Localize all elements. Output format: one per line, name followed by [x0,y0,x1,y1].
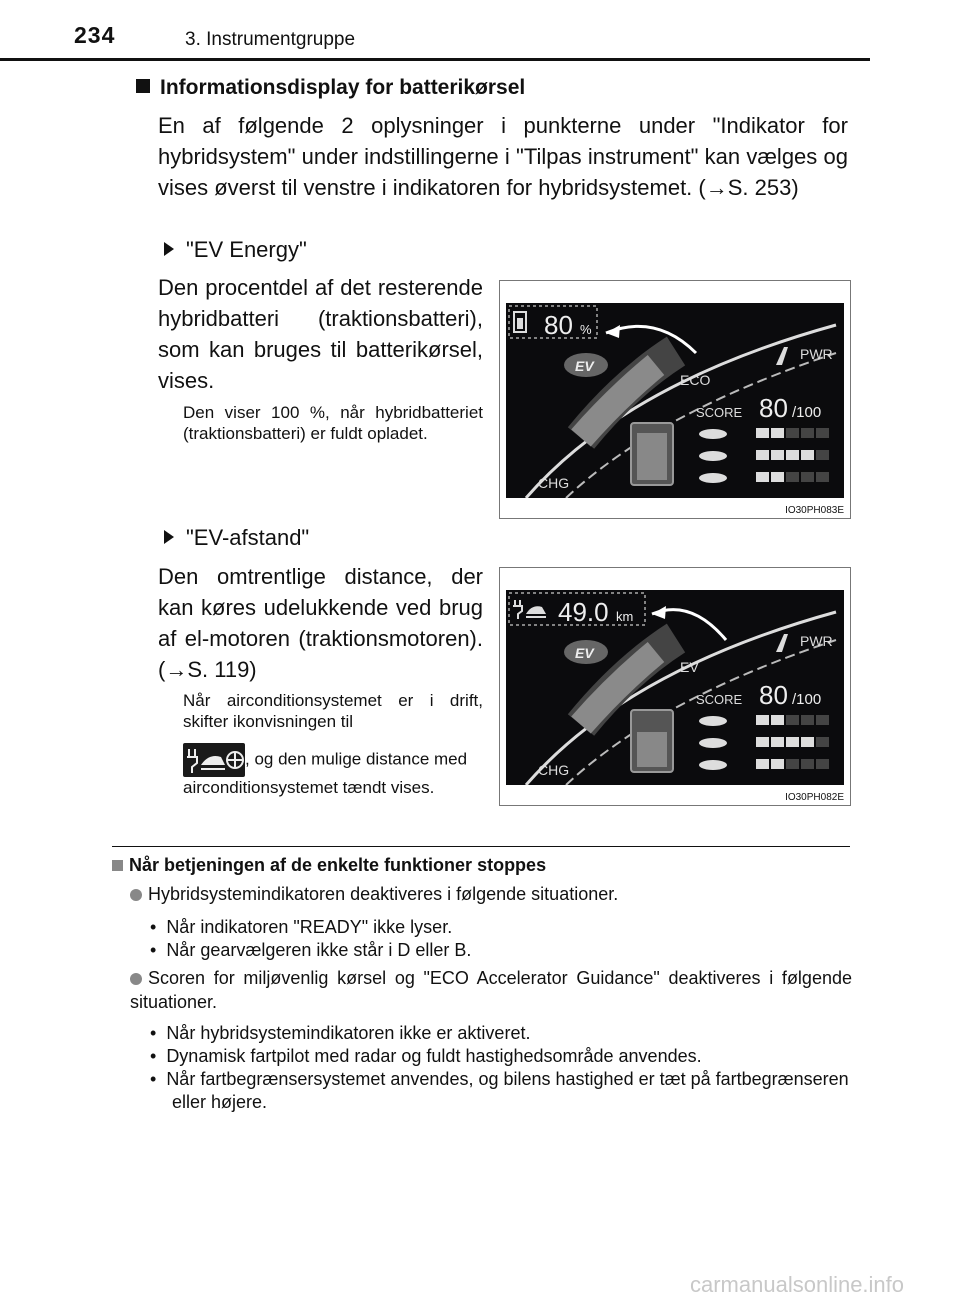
chg-label: CHG [538,762,570,778]
readout-unit: km [616,609,634,624]
pwr-label: PWR [800,633,833,649]
page-number: 234 [74,22,116,48]
ev-range-body: Den omtrentlige distance, der kan køres udelukkende ved brug af el-motoren (traktionsmotoren). (→S. 119) [158,564,483,682]
score-value: 80 [759,393,788,423]
section2-item1-bullets [150,916,850,962]
pwr-label: PWR [800,346,833,362]
list-item: • Når gearvælgeren ikke står i D eller B. [150,940,472,960]
square-bullet-icon [112,860,123,871]
figure-code: IO30PH083E [785,505,844,516]
triangle-bullet-icon [164,242,174,256]
circle-bullet-icon [130,973,142,985]
readout-value: 80 [544,310,573,340]
score-label: SCORE [696,692,743,707]
ev-badge-text: EV [575,645,594,661]
section2-item2: Scoren for miljøvenlig kørsel og "ECO Accelerator Guidance" deaktiveres i følgende situationer. [130,968,852,1012]
readout-unit: % [580,322,592,337]
ev-range-heading: "EV-afstand" [164,522,309,553]
score-max: /100 [792,404,822,421]
ac-range-icon [183,743,245,777]
triangle-bullet-icon [164,530,174,544]
hybrid-indicator-screen [506,303,844,498]
ev-badge-text: EV [575,358,594,374]
ev-energy-note: Den viser 100 %, når hybridbatteriet (traktionsbatteri) er fuldt opladet. [183,403,483,443]
section-divider [112,846,850,847]
watermark: carmanualsonline.info [690,1272,905,1297]
ev-range-note-a: Når airconditionsystemet er i drift, skifter ikonvisningen til [183,691,483,731]
list-item: • Når indikatoren "READY" ikke lyser. [150,917,453,937]
section2-item1: Hybridsystemindikatoren deaktiveres i følgende situationer. [130,882,850,906]
figure-ev-range [499,567,851,806]
ev-energy-heading: "EV Energy" [164,234,307,265]
chg-label: CHG [538,475,570,491]
list-item: • Dynamisk fartpilot med radar og fuldt hastighedsområde anvendes. [150,1046,702,1066]
score-value: 80 [759,680,788,710]
figure-ev-energy [499,280,851,519]
zone-label: ECO [680,372,711,388]
readout-value: 49.0 [558,597,609,627]
hybrid-indicator-graphic [506,590,844,785]
intro-paragraph: En af følgende 2 oplysninger i punkterne under "Indikator for hybridsystem" under indstillingerne i "Tilpas instrument" kan vælges og vises øverst til venstre i indikatoren for hybridsystemet. (→S. 253) [158,113,848,200]
section-title: Informationsdisplay for batterikørsel [136,76,525,100]
chapter-title: 3. Instrumentgruppe [185,29,356,50]
figure-code: IO30PH082E [785,792,844,803]
ev-range-note-b: , og den mulige distance med airconditionsystemet tændt vises. [183,743,483,798]
hybrid-indicator-graphic [506,303,844,498]
ev-energy-body: Den procentdel af det resterende hybridbatteri (traktionsbatteri), som kan bruges til batterikørsel, vises. [158,275,483,393]
zone-label: EV [680,659,699,675]
list-item: • Når fartbegrænsersystemet anvendes, og bilens hastighed er tæt på fartbegrænseren eller højere. [150,1069,849,1112]
section2-item2-bullets [150,1022,850,1114]
hybrid-indicator-screen [506,590,844,785]
square-bullet-icon [136,79,150,93]
score-max: /100 [792,691,822,708]
circle-bullet-icon [130,889,142,901]
list-item: • Når hybridsystemindikatoren ikke er aktiveret. [150,1023,531,1043]
section2-title: Når betjeningen af de enkelte funktioner stoppes [112,855,546,876]
score-label: SCORE [696,405,743,420]
header-rule [0,58,870,61]
